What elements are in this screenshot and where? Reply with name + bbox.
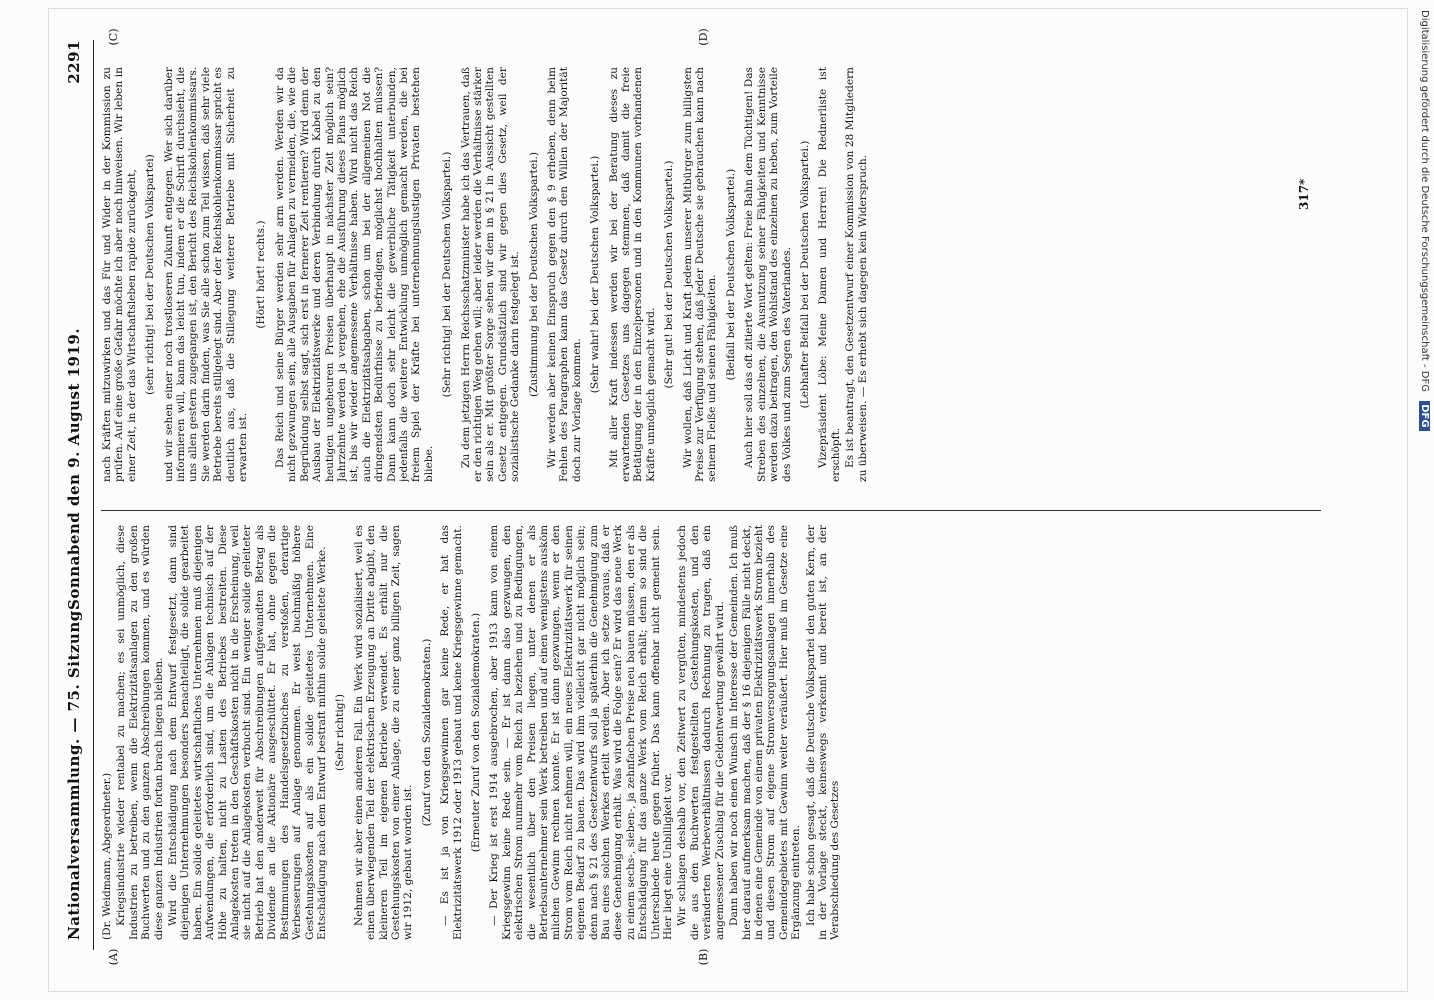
margin-mark-a: (A)	[107, 948, 120, 966]
right-column	[101, 67, 1321, 482]
paragraph: nach Kräften mitzuwirken und das Für und Wider in der Kommission zu prüfen. Auf eine große Gefahr möchte ich aber noch hinweisen. Wir leben in einer Zeit, in der das Wirtschaftsleben rapide zurückgeht,	[101, 67, 138, 482]
paragraph: Wir schlagen deshalb vor, den Zeitwert zu vergüten, mindestens jedoch die aus den Buchwerten festgestellten Gestehungskosten, und den veränderten Werbeverhältnissen dadurch Rechnung zu tragen, daß ein angemessener Zuschlag für die Geldentwertung gewährt wird.	[676, 525, 726, 940]
interjection: (Sehr richtig!)	[334, 694, 347, 771]
header-rule	[93, 40, 94, 950]
paragraph: Vizepräsident Löbe: Meine Damen und Herren! Die Rednerliste ist erschöpft.	[817, 67, 842, 482]
interjection: (Zuruf von den Sozialdemokraten.)	[420, 638, 433, 827]
interjection: (Hört! hört! rechts.)	[255, 220, 268, 329]
header-session: Nationalversammlung. — 75. Sitzung.	[65, 604, 83, 940]
margin-mark-d: (D)	[697, 28, 710, 46]
paragraph: — Der Krieg ist erst 1914 ausgebrochen, aber 1913 kann von einem Kriegsgewinn keine Rede sein. — Er ist dann also gezwungen, den elektrischen Strom nunmehr vom Reich zu beziehen und zu Bedingungen, die wesentlich über den Preisen liegen, unter denen er als Betriebsunternehmer sein Werk betreiben und auf einen wenigstens ausköm mlichen Gewinn rechnen konnte. Er ist dann gezwungen, wenn er den Strom vom Reich nicht nehmen will, ein neues Elektrizitätswerk für seinen eigenen Bedarf zu bauen. Das wird ihm vielleicht gar nicht möglich sein; denn nach § 21 des Gesetzentwurfs soll ja späterhin die Genehmigung zum Bau eines solchen Werkes erteilt werden. Aber ich setze voraus, daß er diese Genehmigung erhält. Was wird die Folge sein? Er wird das neue Werk zu einem sechs-, sieben-, ja zehnfachen Preise neu bauen müssen, den er als Entschädigung für das ganze Werk vom Reich erhält; denn so sind die Unterschiede heute gegen früher. Das kann offenbar nicht gemeint sein. Hier liegt eine Unbilligkeit vor.	[488, 525, 675, 940]
interjection: (Lebhafter Beifall bei der Deutschen Volkspartei.)	[798, 140, 811, 409]
interjection: (Beifall bei der Deutschen Volkspartei.)	[724, 168, 737, 381]
margin-mark-b: (B)	[697, 948, 710, 966]
column-divider	[101, 510, 1321, 511]
paragraph: Wir werden aber keinen Einspruch gegen den § 9 erheben, denn beim Fehlen des Paragraphen kann das Gesetz durch den Willen der Majorität doch zur Vorlage kommen.	[546, 67, 583, 482]
interjection: (Sehr richtig! bei der Deutschen Volkspartei.)	[441, 151, 454, 398]
header-date: Sonnabend den 9. August 1919.	[65, 327, 83, 610]
interjection: (sehr richtig! bei der Deutschen Volkspartei)	[144, 154, 157, 395]
interjection: (Zustimmung bei der Deutschen Volkspartei.)	[527, 152, 540, 397]
page-header	[57, 20, 97, 980]
paragraph: Das Reich und seine Bürger werden sehr arm werden. Werden wir da nicht gezwungen sein, alle Ausgaben für Anlagen zu vermeiden, die, wie die Begründung selbst sagt, sich erst in fernerer Zeit rentieren? Wird denn der Ausbau der Elektrizitätswerke und deren Verbindung durch Kabel zu den heutigen ungeheuren Preisen überhaupt in nächster Zeit möglich sein? Jahrzehnte werden ja vergehen, ehe die Ausführung dieses Plans möglich ist, bis wir wieder angemessene Verhältnisse haben. Wird nicht das Reich auch die Elektrizitätsabgaben, schon um bei der allgemeinen Not die dringendsten Bedürfnisse zu befriedigen, möglichst hochhalten müssen? Dann kann doch sehr leicht die gewerbliche Tätigkeit unterbunden, jedenfalls die weitere Entwicklung unmöglich gemacht werden, die bei freiem Spiel der Kräfte bei unternehmungslustigen Privaten bestehen bliebe.	[273, 67, 435, 482]
digitization-note	[1412, 10, 1430, 990]
interjection: (Sehr wahr! bei der Deutschen Volkspartei.)	[589, 155, 602, 394]
paragraph: — Es ist ja von Kriegsgewinnen gar keine Rede, er hat das Elektrizitätswerk 1912 oder 1913 gebaut und keine Kriegsgewinne gemacht.	[439, 525, 464, 940]
sheet-number: 317*	[1297, 178, 1311, 210]
page-number: 2291	[65, 40, 83, 84]
paragraph: Wird die Entschädigung nach dem Entwurf festgesetzt, dann sind diejenigen Unternehmungen besonders benachteiligt, die solide gearbeitet haben. Ein solide geleitetes wirtschaftliches Unternehmen muß diejenigen Aufwendungen, die erforderlich sind, um die Anlagen technisch auf der Höhe zu halten, nicht zu Lasten des Betriebes bestreiten. Diese Anlagekosten treten in den Geschäftskosten nicht in die Erscheinung, weil sie nicht auf die Anlagekosten verbucht sind. Ein weniger solide geleiteter Betrieb hat den anderweit für Abschreibungen aufgewandten Betrag als Dividende an die Aktionäre ausgeschüttet. Er hat, ohne gegen die Bestimmungen des Handelsgesetzbuches zu verstoßen, derartige Verbesserungen auf Anlage genommen. Er weist buchmäßig höhere Gestehungskosten auf als ein solide geleitetes Unternehmen. Eine Entschädigung nach dem Entwurf bestraft mithin solide geleitete Werke.	[167, 525, 328, 940]
paragraph: Mit aller Kraft indessen werden wir bei der Beratung dieses zu erwartenden Gesetzes uns dagegen stemmen, daß damit die freie Betätigung der in den Einzelpersonen und in den Kommunen vorhandenen Kräfte unmöglich gemacht wird.	[607, 67, 657, 482]
interjection: (Sehr gut! bei der Deutschen Volkspartei.)	[663, 160, 676, 389]
rotated-document	[57, 20, 1367, 980]
dfg-logo: DFG	[1419, 401, 1430, 430]
paragraph: Auch hier soll das oft zitierte Wort gelten: Freie Bahn dem Tüchtigen! Das Streben des einzelnen, die Ausnutzung seiner Fähigkeiten und Kenntnisse werden dazu beitragen, den Wohlstand des einzelnen zu heben, zum Vorteile des Volkes und zum Segen des Vaterlandes.	[743, 67, 793, 482]
interjection: (Erneuter Zuruf von den Sozialdemokraten.)	[469, 612, 482, 853]
paragraph: Wir wollen, daß Licht und Kraft jedem unserer Mitbürger zum billigsten Preise zur Verfügung stehen, daß jeder Deutsche sie gebrauchen kann nach seinem Fleiße und seinen Fähigkeiten.	[681, 67, 719, 482]
digitization-text: Digitalisierung gefördert durch die Deutsche Forschungsgemeinschaft - DFG	[1419, 10, 1430, 393]
margin-mark-c: (C)	[107, 28, 120, 46]
paragraph: Kriegsindustrie wieder rentabel zu machen; es sei unmöglich, diese Industrien zu betreiben, wenn die Elektrizitätsanlagen zu den großen Buchwerten und zu den ganzen Abschreibungen kommen, und es würden diese ganzen Industrien fortan brach liegen bleiben.	[115, 525, 165, 940]
paragraph: Es ist beantragt, den Gesetzentwurf einer Kommission von 28 Mitgliedern zu überweisen. — Es erhebt sich dagegen kein Widerspruch.	[844, 67, 869, 482]
left-column	[101, 525, 1321, 940]
paragraph: und wir sehen einer noch trostloseren Zukunft entgegen. Wer sich darüber informieren will, kann das leicht tun, indem er die Schrift durchsieht, die uns allen gestern zugegangen ist, den Bericht des Reichskohlenkommissars. Sie werden darin finden, was Sie alle schon zum Teil wissen, daß sehr viele Betriebe bereits stillgelegt sind. Aber der Reichskohlenkommissar spricht es deutlich aus, daß die Stillegung weiterer Betriebe mit Sicherheit zu erwarten ist.	[162, 67, 250, 482]
paragraph: Ich habe schon gesagt, daß die Deutsche Volkspartei den guten Kern, der in der Vorlage steckt, keineswegs verkennt und bereit ist, an der Verabschiedung des Gesetzes	[804, 525, 842, 940]
paragraph: Nehmen wir aber einen anderen Fall. Ein Werk wird sozialisiert, weil es einen überwiegenden Teil der elektrischen Erzeugung an Dritte abgibt, den kleineren Teil im eigenen Betriebe verwendet. Es erhält nur die Gestehungskosten von einer Anlage, die zu einer ganz billigen Zeit, sagen wir 1912, gebaut worden ist.	[352, 525, 415, 940]
paragraph: Zu dem jetzigen Herrn Reichsschatzminister habe ich das Vertrauen, daß er den richtigen Weg gehen will; aber leider werden die Verhältnisse stärker sein als er. Mit größter Sorge sehen wir dem in § 21 in Aussicht gestellten Gesetz entgegen. Grundsätzlich sind wir gegen dies Gesetz, weil der sozialistische Gedanke darin festgelegt ist.	[459, 67, 522, 482]
paragraph: Dann haben wir noch einen Wunsch im Interesse der Gemeinden. Ich muß hier darauf aufmerksam machen, daß der § 16 diejenigen Fälle nicht deckt, in denen eine Gemeinde von einem privaten Elektrizitätswerk Strom bezieht und diesen Strom auf eigene Stromversorgungsanlagen innerhalb des Gemeindegebietes mit Gewinn weiter veräußert. Hier muß im Gesetze eine Ergänzung eintreten.	[728, 525, 803, 940]
speaker-tag: (Dr. Weidmann, Abgeordneter.)	[101, 772, 113, 940]
